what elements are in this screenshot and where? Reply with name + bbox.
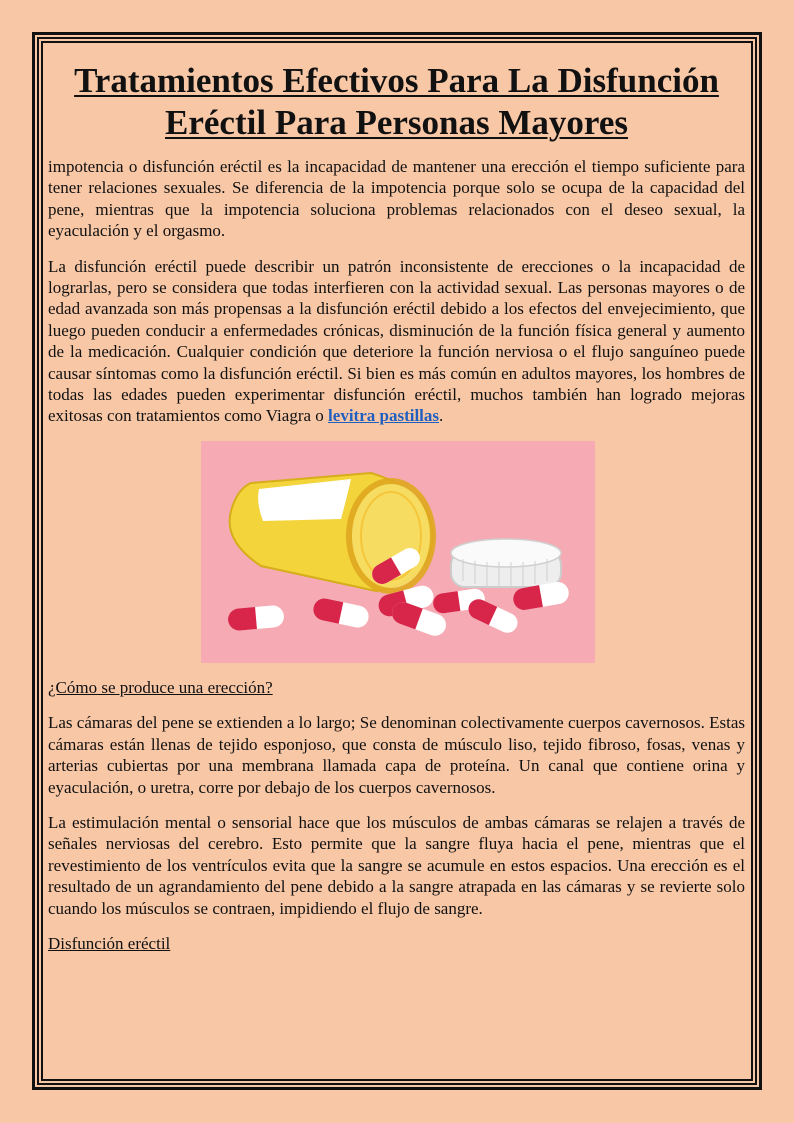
document-body: [48, 60, 745, 968]
bottle-cap-icon: [451, 539, 561, 587]
section-heading-erection: ¿Cómo se produce una erección?: [48, 677, 273, 697]
paragraph-elderly-suffix: .: [439, 406, 444, 426]
section-heading-dysfunction: Disfunción eréctil: [48, 933, 171, 953]
paragraph-stimulation: La estimulación mental o sensorial hace que los músculos de ambas cámaras se relajen a través de señales nerviosas del cerebro. Esto permite que la sangre fluya hacia el pene, mientras que el revestimiento de los ventrículos evita que la sangre se acumule en estos espacios. Una erección es el resultado de un agrandamiento del pene debido a la sangre atrapada en las cámaras y se revierte solo cuando los músculos se contraen, impidiendo el flujo de sangre.: [48, 812, 745, 918]
document-title: Tratamientos Efectivos Para La Disfunción Eréctil Para Personas Mayores: [74, 61, 719, 142]
pills-illustration: [201, 441, 595, 663]
paragraph-chambers: Las cámaras del pene se extienden a lo largo; Se denominan colectivamente cuerpos cavernosos. Estas cámaras están llenas de tejido esponjoso, que consta de músculo liso, tejido fibroso, fosas, venas y arterias cubiertas por una membrana llamada capa de proteína. Un canal que contiene orina y eyaculación, o uretra, corre por debajo de los cuerpos cavernosos.: [48, 713, 745, 797]
levitra-link[interactable]: levitra pastillas: [328, 406, 440, 426]
paragraph-elderly: [48, 256, 745, 427]
paragraph-elderly-text: La disfunción eréctil puede describir un patrón inconsistente de erecciones o la incapacidad de lograrlas, pero se considera que todas interfieren con la actividad sexual. Las personas mayores o de edad avanzada son más propensas a la disfunción eréctil debido a los efectos del envejecimiento, que luego pueden conducir a enfermedades crónicas, disminución de la función física general y aumento de la medicación. Cualquier condición que deteriore la función nerviosa o el flujo sanguíneo puede causar síntomas como la disfunción eréctil. Si bien es más común en adultos mayores, los hombres de todas las edades pueden experimentar disfunción eréctil, muchos también han logrado mejoras exitosas con tratamientos como Viagra o: [48, 256, 745, 426]
paragraph-intro: impotencia o disfunción eréctil es la incapacidad de mantener una erección el tiempo suficiente para tener relaciones sexuales. Se diferencia de la impotencia porque solo se ocupa de la capacidad del pene, mientras que la impotencia soluciona problemas relacionados con el deseo sexual, la eyaculación y el orgasmo.: [48, 157, 745, 241]
